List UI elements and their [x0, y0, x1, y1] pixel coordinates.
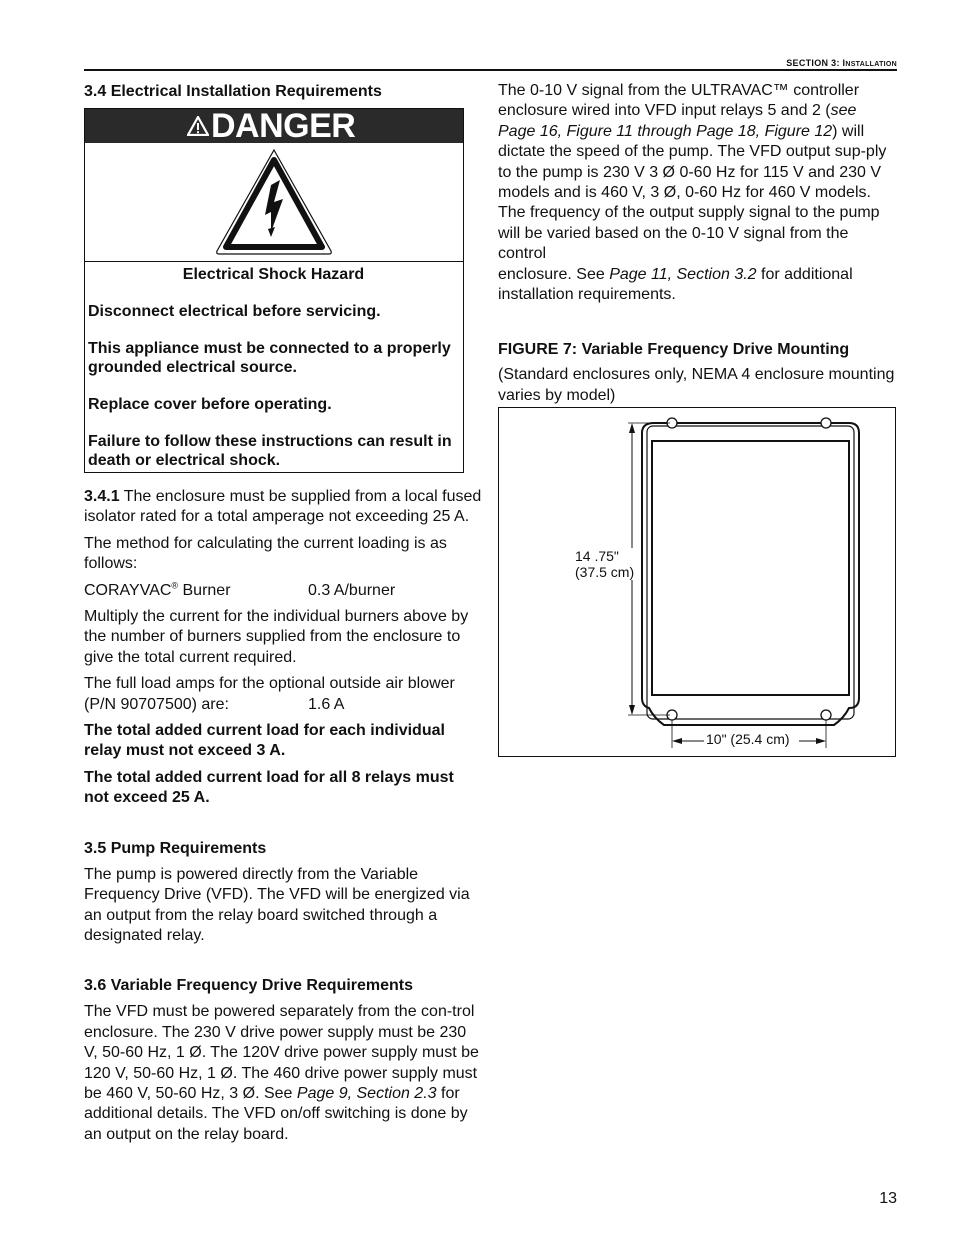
danger-line-grounded: This appliance must be connected to a properly grounded electrical source. [88, 340, 451, 376]
danger-line-failure: Failure to follow these instructions can result in death or electrical shock. [88, 433, 452, 469]
vfd-enclosure-drawing [499, 408, 895, 756]
width-dimension-label: 10" (25.4 cm) [706, 731, 790, 748]
header-rule [84, 69, 897, 71]
paragraph-3-6: The VFD must be powered separately from the con-trol enclosure. The 230 V drive power supply must be 230 V, 50-60 Hz, 1 Ø. The 120V drive power supply must be 120 V, 50-60 Hz, 1 Ø. The 460 drive power supply must be 460 V, 50-60 Hz, 3 Ø. See Page 9, Section 2.3 for additional details. The VFD on/off switching is done by an output on the relay board. [84, 1003, 479, 1143]
danger-box [84, 108, 464, 473]
paragraph-installation-ref: enclosure. See Page 11, Section 3.2 for additional installation requirements. [498, 265, 853, 304]
running-header: SECTION 3: INSTALLATION [786, 58, 897, 68]
paragraph-method: The method for calculating the current loading is as follows: [84, 534, 447, 573]
burner-label: CORAYVAC® Burner [84, 580, 231, 599]
paragraph-3-4-1: 3.4.1 The enclosure must be supplied from a local fused isolator rated for a total amperage not exceeding 25 A. [84, 488, 482, 526]
danger-banner [85, 109, 463, 143]
danger-word: DANGER [211, 107, 356, 145]
right-column [498, 81, 898, 757]
height-dimension-label: 14 .75" (37.5 cm) [575, 548, 635, 581]
warning-triangle-icon [187, 116, 209, 136]
danger-hazard-title: Electrical Shock Hazard [182, 266, 365, 283]
figure-7-title: FIGURE 7: Variable Frequency Drive Mounting [498, 341, 850, 359]
figure-7-note: (Standard enclosures only, NEMA 4 enclosure mounting varies by model) [498, 366, 895, 404]
paragraph-blower: The full load amps for the optional outside air blower [84, 675, 455, 693]
electrical-shock-icon [213, 147, 335, 257]
warning-relay-limit: The total added current load for each individual relay must not exceed 3 A. [84, 722, 445, 760]
paragraph-signal: The 0-10 V signal from the ULTRAVAC™ controller enclosure wired into VFD input relays 5 and 2 (see Page 16, Figure 11 through Page 18, Figure 12) will dictate the speed of the pump. The VFD output sup-ply to the pump is 230 V 3 Ø 0-60 Hz for 115 V and 230 V models and is 460 V, 3 Ø, 0-60 Hz for 460 V models. The frequency of the output supply signal to the pump will be varied based on the 0-10 V signal from the control [498, 82, 887, 263]
paragraph-3-5: The pump is powered directly from the Variable Frequency Drive (VFD). The VFD will be energized via an output from the relay board switched through a designated relay. [84, 865, 470, 944]
burner-value: 0.3 A/burner [308, 581, 396, 599]
page-number: 13 [879, 1190, 897, 1207]
blower-current-row [84, 695, 482, 715]
danger-line-disconnect: Disconnect electrical before servicing. [88, 303, 381, 320]
heading-3-6: 3.6 Variable Frequency Drive Requirements [84, 977, 414, 995]
blower-value: 1.6 A [308, 695, 345, 713]
vfd-mounting-figure [498, 407, 896, 757]
blower-part-number: (P/N 90707500) are: [84, 695, 229, 713]
burner-current-row [84, 581, 482, 601]
left-column [84, 82, 482, 1145]
danger-line-cover: Replace cover before operating. [88, 396, 332, 413]
warning-total-limit: The total added current load for all 8 relays must not exceed 25 A. [84, 768, 454, 807]
danger-text [85, 262, 463, 472]
paragraph-multiply: Multiply the current for the individual burners above by the number of burners supplied from the enclosure to give the total current required. [84, 608, 469, 666]
heading-3-4: 3.4 Electrical Installation Requirements [84, 83, 382, 100]
shock-hazard-graphic [85, 143, 463, 262]
heading-3-5: 3.5 Pump Requirements [84, 839, 267, 857]
